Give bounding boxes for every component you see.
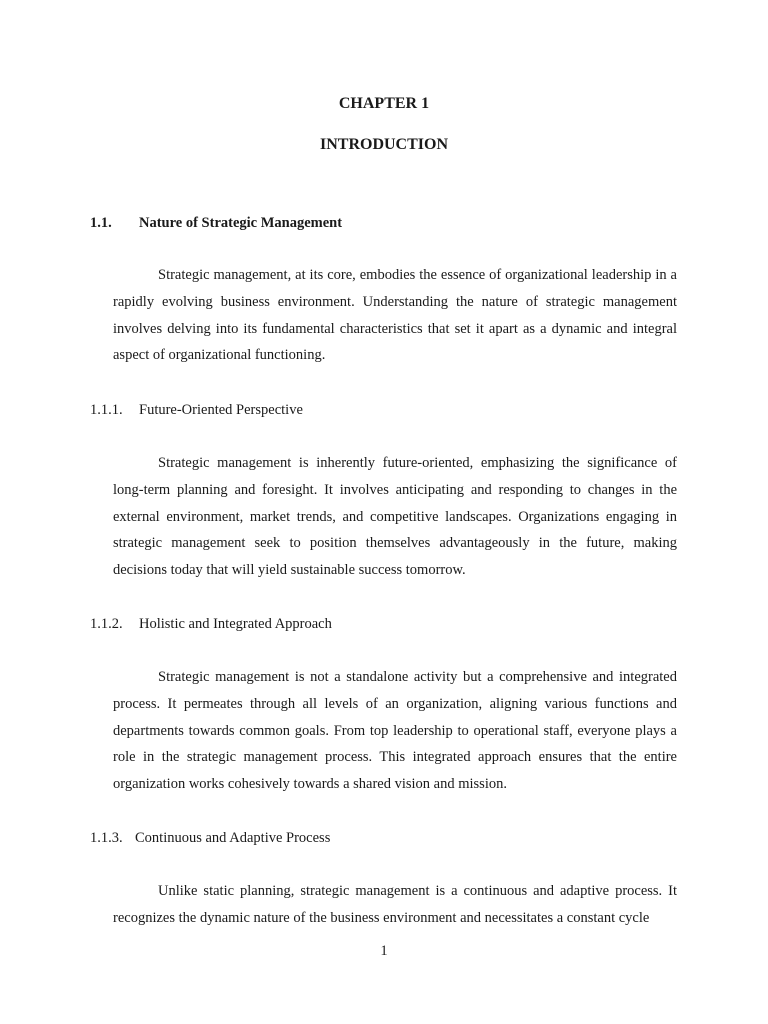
chapter-label: CHAPTER 1 — [338, 95, 430, 112]
section-paragraph-1-1-2: Strategic management is not a standalone activity but a comprehensive and integrated process. It permeates through all levels of an organization, aligning various functions and departments towards common goals. From top leadership to operational staff, everyone plays a role in the strategic management process. This integrated approach ensures that the entire organization works cohesively towards a shared vision and mission. — [113, 669, 677, 793]
section-heading-1-1 — [90, 213, 342, 233]
page-number: 1 — [380, 943, 388, 959]
section-heading-1-1-1 — [90, 400, 303, 420]
section-paragraph-1-1-3: Unlike static planning, strategic management is a continuous and adaptive process. It recognizes the dynamic nature of the business environment and necessitates a constant cycle — [113, 883, 677, 926]
section-number: 1.1. — [90, 215, 112, 231]
section-title: Future-Oriented Perspective — [139, 402, 303, 418]
section-title: Continuous and Adaptive Process — [135, 830, 331, 846]
section-title: Nature of Strategic Management — [139, 215, 343, 231]
section-paragraph-1-1: Strategic management, at its core, embodies the essence of organizational leadership in a rapidly evolving business environment. Understanding the nature of strategic management involves delving into its fundamental characteristics that set it apart as a dynamic and integral aspect of organizational functioning. — [113, 267, 677, 364]
section-number: 1.1.3. — [90, 830, 123, 846]
section-heading-1-1-2 — [90, 614, 332, 634]
section-number: 1.1.2. — [90, 616, 123, 632]
chapter-title: INTRODUCTION — [319, 136, 448, 153]
section-heading-1-1-3 — [90, 828, 330, 848]
section-paragraph-1-1-1: Strategic management is inherently future-oriented, emphasizing the significance of long-term planning and foresight. It involves anticipating and responding to changes in the external environment, market trends, and competitive landscapes. Organizations engaging in strategic management seek to position themselves advantageously in the future, making decisions today that will yield sustainable success tomorrow. — [113, 455, 677, 579]
section-title: Holistic and Integrated Approach — [139, 616, 332, 632]
section-number: 1.1.1. — [90, 402, 123, 418]
